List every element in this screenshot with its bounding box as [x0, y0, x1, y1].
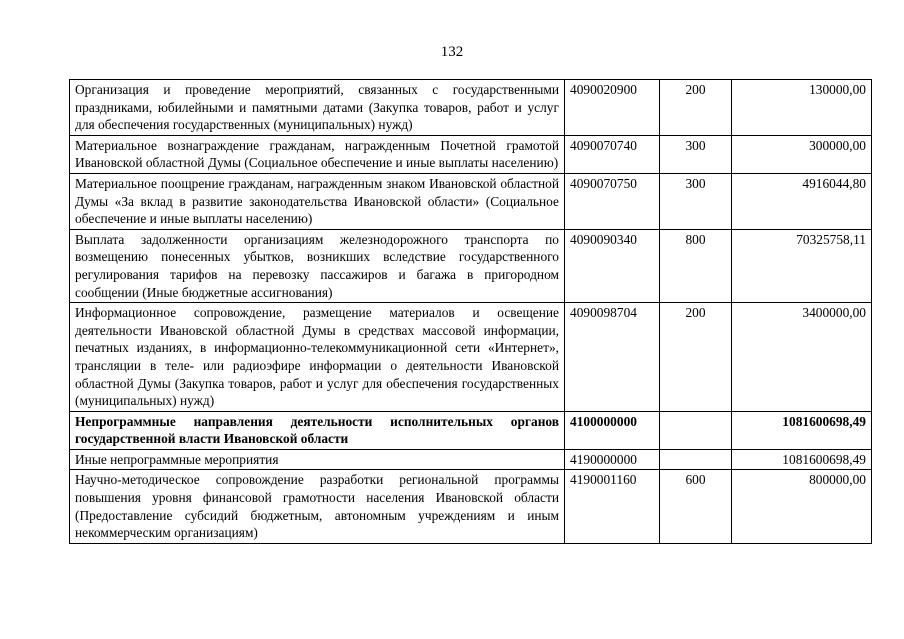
row-expense-type: 200	[660, 303, 732, 412]
table-row	[70, 80, 872, 136]
row-target-code: 4100000000	[565, 411, 660, 449]
row-amount: 1081600698,49	[732, 449, 872, 470]
row-amount: 300000,00	[732, 135, 872, 173]
row-description: Иные непрограммные мероприятия	[70, 449, 565, 470]
row-target-code: 4090098704	[565, 303, 660, 412]
row-target-code: 4090070750	[565, 173, 660, 229]
row-amount: 800000,00	[732, 470, 872, 543]
row-target-code: 4090020900	[565, 80, 660, 136]
row-description: Научно-методическое сопровождение разработки региональной программы повышения уровня финансовой грамотности населения Ивановской области (Предоставление субсидий бюджетным, автономным учреждениям и иным некоммерческим организациям)	[70, 470, 565, 543]
budget-table	[69, 79, 872, 544]
table-row-section-total	[70, 411, 872, 449]
row-amount: 70325758,11	[732, 229, 872, 302]
table-row	[70, 303, 872, 412]
page-number: 132	[440, 44, 464, 60]
row-description: Материальное вознаграждение гражданам, награжденным Почетной грамотой Ивановской областной Думы (Социальное обеспечение и иные выплаты населению)	[70, 135, 565, 173]
row-expense-type: 300	[660, 173, 732, 229]
row-amount: 130000,00	[732, 80, 872, 136]
row-expense-type	[660, 449, 732, 470]
row-description: Непрограммные направления деятельности исполнительных органов государственной власти Ивановской области	[70, 411, 565, 449]
table-row	[70, 449, 872, 470]
row-target-code: 4190001160	[565, 470, 660, 543]
row-amount: 1081600698,49	[732, 411, 872, 449]
row-expense-type: 600	[660, 470, 732, 543]
row-description: Материальное поощрение гражданам, награжденным знаком Ивановской областной Думы «За вклад в развитие законодательства Ивановской области» (Социальное обеспечение и иные выплаты населению)	[70, 173, 565, 229]
table-row	[70, 135, 872, 173]
row-target-code: 4190000000	[565, 449, 660, 470]
table-row	[70, 173, 872, 229]
budget-table-body	[70, 80, 872, 544]
row-amount: 4916044,80	[732, 173, 872, 229]
row-description: Выплата задолженности организациям железнодорожного транспорта по возмещению понесенных убытков, возникших вследствие государственного регулирования тарифов на перевозку пассажиров и багажа в пригородном сообщении (Иные бюджетные ассигнования)	[70, 229, 565, 302]
row-expense-type: 300	[660, 135, 732, 173]
row-expense-type: 200	[660, 80, 732, 136]
row-expense-type: 800	[660, 229, 732, 302]
row-description: Организация и проведение мероприятий, связанных с государственными праздниками, юбилейными и памятными датами (Закупка товаров, работ и услуг для обеспечения государственных (муниципальных) нужд)	[70, 80, 565, 136]
row-target-code: 4090090340	[565, 229, 660, 302]
row-expense-type	[660, 411, 732, 449]
row-amount: 3400000,00	[732, 303, 872, 412]
table-row	[70, 229, 872, 302]
table-row	[70, 470, 872, 543]
row-target-code: 4090070740	[565, 135, 660, 173]
row-description: Информационное сопровождение, размещение материалов и освещение деятельности Ивановской областной Думы в средствах массовой информации, печатных изданиях, в информационно-телекоммуникационной сети «Интернет», трансляции в теле- или радиоэфире информации о деятельности Ивановской областной Думы (Закупка товаров, работ и услуг для обеспечения государственных (муниципальных) нужд)	[70, 303, 565, 412]
